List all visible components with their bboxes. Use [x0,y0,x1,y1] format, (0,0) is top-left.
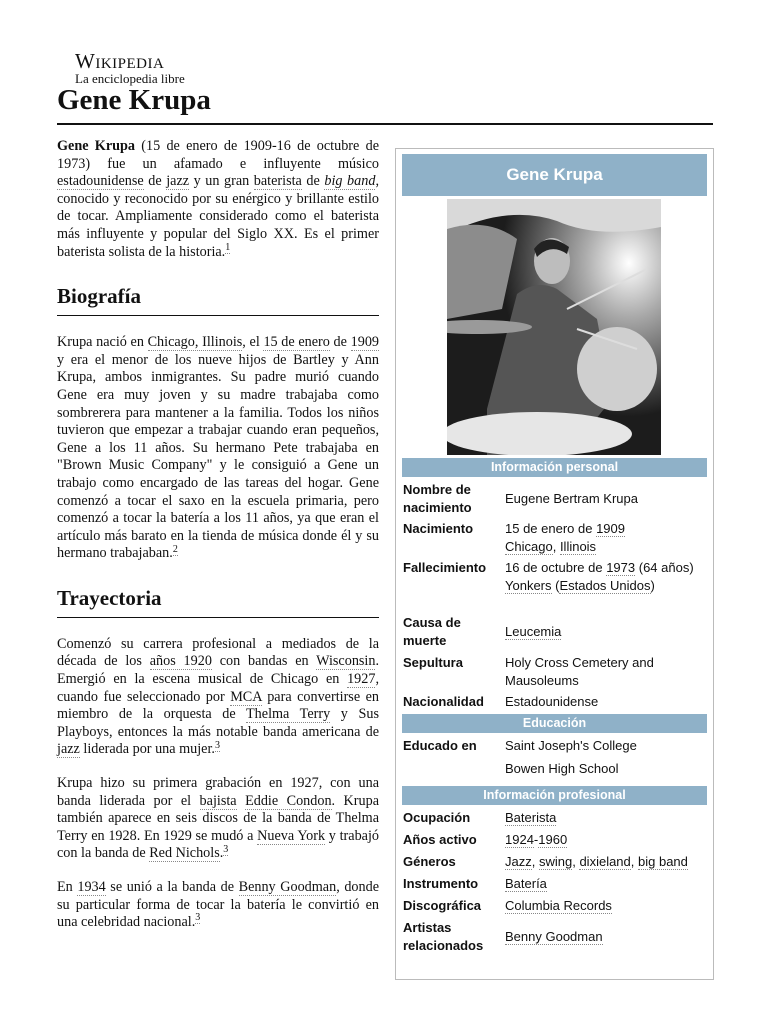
label-anos-activo: Años activo [403,832,477,847]
link-jazz-2[interactable]: jazz [57,741,80,758]
link-wisconsin[interactable]: Wisconsin [316,653,376,670]
link-estados-unidos[interactable]: Estados Unidos [559,577,651,593]
link-yonkers[interactable]: Yonkers [505,577,552,593]
link-chicago[interactable]: Chicago [505,538,553,554]
label-nacimiento: Nacimiento [403,521,474,536]
link-columbia-records[interactable]: Columbia Records [505,898,612,913]
intro-bold-name: Gene Krupa [57,138,135,154]
infobox: Gene Krupa Información personal Nombre de nacimiento Eugene Bertram Krupa Nacimiento 15 de enero de 1909 Chicago, Illinois Fallecimiento 16 de octubre de 1973 (64 años) Yonkers (Estados Unidos) Causa de muerte Leucemia Sepultura Holy Cross Cemetery and Mausoleums Nacionalidad Estadounidense Educación Educado en Saint Joseph's College Bowen High School Información profesional Ocupación Baterista Años activo 1924-1960 Géneros Jazz, swing, dixieland, big band Instrumento Batería Discográfica Columbia Records Artistas relacionados Benny Goodman [395,148,714,980]
career-paragraph-1: Comenzó su carrera profesional a mediados de la década de los años 1920 con bandas en Wisconsin. Emergió en la escena musical de Chicago en 1927, cuando fue seleccionado por MCA para convertirse en miembro de la orquesta de Thelma Terry y Sus Playboys, entonces la más notable banda americana de jazz liderada por una mujer.$^3$ [57,635,380,758]
label-instrumento: Instrumento [403,876,479,891]
heading-trayectoria: Trayectoria [57,585,162,610]
label-educado-en: Educado en [403,738,477,753]
label-artistas-relacionados: Artistas relacionados [403,920,484,953]
label-nacionalidad: Nacionalidad [403,694,484,709]
ref-3[interactable]: 3 [195,912,201,924]
link-benny-goodman-infobox[interactable]: Benny Goodman [505,929,603,944]
label-causa-de-muerte: Causa de muerte [403,615,461,648]
value-fallecimiento: 16 de octubre de 1973 (64 años) Yonkers (Estados Unidos) [505,560,694,593]
link-chicago-illinois[interactable]: Chicago, Illinois [147,334,243,351]
link-red-nichols[interactable]: Red Nichols [149,845,220,862]
section-informacion-personal: Información personal [402,458,707,477]
title-divider [57,123,713,125]
wikipedia-tagline: La enciclopedia libre [75,71,185,86]
article-body [57,138,379,948]
ref-2[interactable]: 2 [172,543,178,555]
link-bateria[interactable]: Batería [505,876,547,891]
heading-biografia: Biografía [57,284,141,309]
value-nacionalidad: Estadounidense [505,694,599,709]
link-eddie-condon[interactable]: Eddie Condon [245,792,332,809]
link-big-band[interactable]: big band [324,173,376,190]
wikipedia-logo[interactable] [75,50,185,86]
link-leucemia[interactable]: Leucemia [505,624,562,639]
label-fallecimiento: Fallecimiento [403,560,487,575]
link-swing[interactable]: swing [538,854,573,869]
link-1909-infobox[interactable]: 1909 [596,521,625,536]
bio-paragraph: Krupa nació en Chicago, Illinois, el 15 de enero de 1909 y era el menor de los nueve hijos de Bartley y Ann Krupa, ambos inmigrantes. Su padre murió cuando Gene era muy joven y su madre trabajaba como sombrerera para mantener a la familia. Todos los niños tuvieron que empezar a trabajar cuando eran pequeños, Gene a los 11 años. Su hermano Pete trabajaba en "Brown Music Company" y le consiguió a Gene un trabajo como encargado de las tareas del hogar. Gene comenzó a tocar el saxo en la escuela primaria, pero comenzó a tocar la batería a los 11 años, ya que eran el artículo más barato en la tienda de música donde él y su hermano trabajaban.$^2$ [57,334,379,562]
ref-1[interactable]: 1 [225,241,231,253]
link-dixieland[interactable]: dixieland [579,854,631,869]
link-anos-1920[interactable]: años 1920 [149,653,212,670]
link-1973[interactable]: 1973 [606,560,636,575]
ref-3[interactable]: 3 [223,843,229,855]
ref-3[interactable]: 3 [214,739,220,751]
section-educacion: Educación [402,714,707,733]
link-nueva-york[interactable]: Nueva York [257,827,326,844]
portrait-photo[interactable] [447,199,661,455]
link-1960[interactable]: 1960 [538,832,568,847]
value-nacimiento: 15 de enero de 1909 Chicago, Illinois [505,521,625,554]
link-baterista[interactable]: baterista [253,173,302,190]
link-1927[interactable]: 1927 [347,671,376,688]
label-generos: Géneros [403,854,456,869]
label-discografica: Discográfica [403,898,482,913]
link-benny-goodman[interactable]: Benny Goodman [238,879,337,895]
link-jazz[interactable]: jazz [166,173,190,190]
link-mca[interactable]: MCA [230,688,262,705]
heading-divider [57,617,379,618]
career-paragraph-2: Krupa hizo su primera grabación en 1927, con una banda liderada por el bajista Eddie Condon. Krupa también aparece en seis discos de la banda de Thelma Terry en 1928. En 1929 se mudó a Nueva York y trabajó con la banda de Red Nichols.$^3$ [57,775,380,862]
link-bajista[interactable]: bajista [199,792,237,809]
link-15-de-enero[interactable]: 15 de enero [263,334,330,351]
link-jazz-infobox[interactable]: Jazz [505,854,532,869]
link-1909[interactable]: 1909 [350,334,379,351]
link-illinois[interactable]: Illinois [559,538,597,554]
page-title: Gene Krupa [57,84,211,116]
value-sepultura: Holy Cross Cemetery and Mausoleums [505,655,654,688]
section-informacion-profesional: Información profesional [402,786,707,805]
wikipedia-wordmark: Wikipedia [75,49,165,73]
career-paragraph-3: En 1934 se unió a la banda de Benny Goodman, donde su particular forma de tocar la batería le convirtió en una celebridad nacional.$^3$ [57,879,379,931]
intro-paragraph: Gene Krupa (15 de enero de 1909-16 de octubre de 1973) fue un afamado e influyente músico estadounidense de jazz y un gran baterista de big band, conocido y reconocido por su enérgico y brillante estilo de tocar. Ampliamente considerado como el baterista más influyente y popular del Siglo XX. Es el primer baterista solista de la historia.$^1$ [57,138,379,260]
link-1934[interactable]: 1934 [77,879,106,895]
link-big-band-infobox[interactable]: big band [638,854,688,869]
label-nombre-de-nacimiento: Nombre de nacimiento [403,482,472,515]
link-baterista-infobox[interactable]: Baterista [505,810,557,825]
label-ocupacion: Ocupación [403,810,471,825]
heading-divider [57,315,379,316]
link-1924[interactable]: 1924 [505,832,534,847]
value-educado-en: Saint Joseph's College Bowen High School [505,738,637,776]
value-nombre-de-nacimiento: Eugene Bertram Krupa [505,491,638,506]
label-sepultura: Sepultura [403,655,463,670]
link-estadounidense[interactable]: estadounidense [57,173,144,190]
infobox-title: Gene Krupa [402,154,707,196]
link-thelma-terry[interactable]: Thelma Terry [246,706,331,723]
